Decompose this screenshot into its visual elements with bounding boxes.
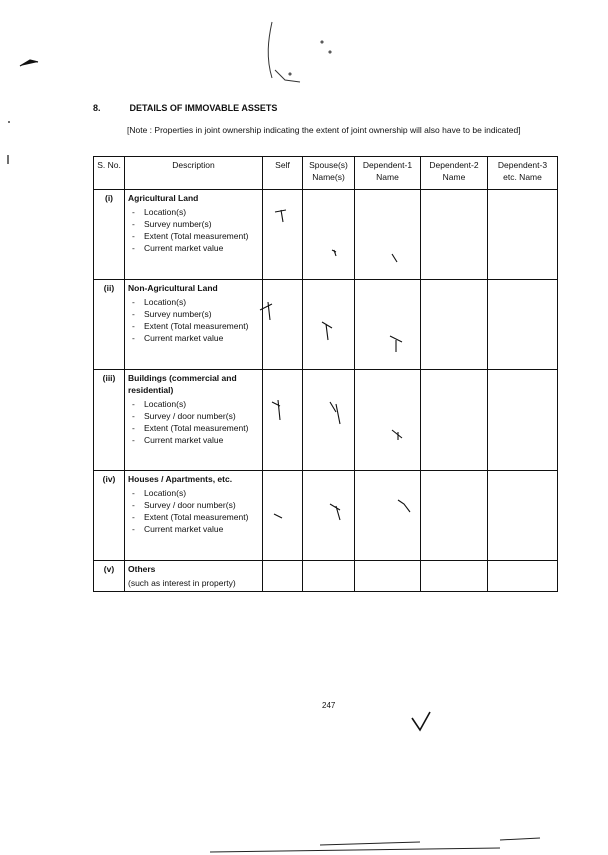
- row-items: [128, 398, 259, 446]
- cell-dependent-1[interactable]: [355, 370, 421, 471]
- col-header-self: Self: [263, 157, 303, 190]
- row-category: Agricultural Land: [128, 193, 199, 203]
- cell-dependent-3[interactable]: [488, 190, 558, 280]
- row-description: [125, 561, 263, 592]
- cell-dependent-1[interactable]: [355, 280, 421, 370]
- cell-dependent-3[interactable]: [488, 370, 558, 471]
- list-item: - Location(s): [144, 487, 259, 499]
- table-header-row: [94, 157, 558, 190]
- cell-spouse[interactable]: [303, 190, 355, 280]
- list-item: - Location(s): [144, 296, 259, 308]
- col-header-description: Description: [125, 157, 263, 190]
- row-sno: (i): [94, 190, 125, 280]
- section-title: DETAILS OF IMMOVABLE ASSETS: [129, 103, 278, 113]
- list-item: - Survey / door number(s): [144, 410, 259, 422]
- row-category: Houses / Apartments, etc.: [128, 474, 233, 484]
- list-item: - Survey number(s): [144, 308, 259, 320]
- cell-self[interactable]: [263, 471, 303, 561]
- row-sno: (ii): [94, 280, 125, 370]
- row-description: [125, 471, 263, 561]
- table-row: [94, 190, 558, 280]
- col-header-sno: S. No.: [94, 157, 125, 190]
- section-heading: [93, 103, 563, 113]
- row-category: Non-Agricultural Land: [128, 283, 218, 293]
- cell-self[interactable]: [263, 561, 303, 592]
- list-item: - Extent (Total measurement): [144, 422, 259, 434]
- row-items: [128, 487, 259, 535]
- col-header-dependent-3: Dependent-3 etc. Name: [488, 157, 558, 190]
- section-note: [Note : Properties in joint ownership indicating the extent of joint ownership will also have to be indicated]: [127, 125, 521, 135]
- col-header-dependent-1: Dependent-1 Name: [355, 157, 421, 190]
- list-item: - Extent (Total measurement): [144, 230, 259, 242]
- initials-mark: [412, 712, 430, 730]
- list-item: - Current market value: [144, 332, 259, 344]
- cell-spouse[interactable]: [303, 471, 355, 561]
- table-row: [94, 471, 558, 561]
- list-item: - Survey / door number(s): [144, 499, 259, 511]
- row-subtext: (such as interest in property): [128, 578, 236, 588]
- cell-spouse[interactable]: [303, 370, 355, 471]
- table-row: [94, 370, 558, 471]
- row-items: [128, 296, 259, 344]
- cell-dependent-2[interactable]: [421, 471, 488, 561]
- cell-dependent-3[interactable]: [488, 280, 558, 370]
- section-number: 8.: [93, 103, 101, 113]
- cell-dependent-2[interactable]: [421, 561, 488, 592]
- table-row: [94, 561, 558, 592]
- cell-self[interactable]: [263, 280, 303, 370]
- cell-self[interactable]: [263, 370, 303, 471]
- cell-dependent-1[interactable]: [355, 471, 421, 561]
- list-item: - Current market value: [144, 523, 259, 535]
- table-row: [94, 280, 558, 370]
- cell-dependent-3[interactable]: [488, 561, 558, 592]
- margin-mark: [8, 60, 38, 164]
- row-description: [125, 280, 263, 370]
- list-item: - Survey number(s): [144, 218, 259, 230]
- cell-spouse[interactable]: [303, 561, 355, 592]
- row-category: Others: [128, 564, 156, 574]
- cell-dependent-2[interactable]: [421, 280, 488, 370]
- page-number: 247: [322, 701, 336, 710]
- cell-dependent-2[interactable]: [421, 190, 488, 280]
- col-header-spouse: Spouse(s) Name(s): [303, 157, 355, 190]
- cell-spouse[interactable]: [303, 280, 355, 370]
- row-description: [125, 190, 263, 280]
- list-item: - Location(s): [144, 206, 259, 218]
- list-item: - Current market value: [144, 242, 259, 254]
- cell-self[interactable]: [263, 190, 303, 280]
- list-item: - Current market value: [144, 434, 259, 446]
- row-sno: (iii): [94, 370, 125, 471]
- row-sno: (v): [94, 561, 125, 592]
- cell-dependent-1[interactable]: [355, 561, 421, 592]
- list-item: - Extent (Total measurement): [144, 320, 259, 332]
- list-item: - Location(s): [144, 398, 259, 410]
- row-category: Buildings (commercial and residential): [128, 373, 237, 395]
- col-header-dependent-2: Dependent-2 Name: [421, 157, 488, 190]
- scan-edge-lines: [210, 838, 540, 852]
- cell-dependent-1[interactable]: [355, 190, 421, 280]
- row-sno: (iv): [94, 471, 125, 561]
- cell-dependent-3[interactable]: [488, 471, 558, 561]
- row-description: [125, 370, 263, 471]
- immovable-assets-table: [93, 156, 558, 592]
- stamp-smudge: [268, 22, 331, 82]
- row-items: [128, 206, 259, 254]
- cell-dependent-2[interactable]: [421, 370, 488, 471]
- list-item: - Extent (Total measurement): [144, 511, 259, 523]
